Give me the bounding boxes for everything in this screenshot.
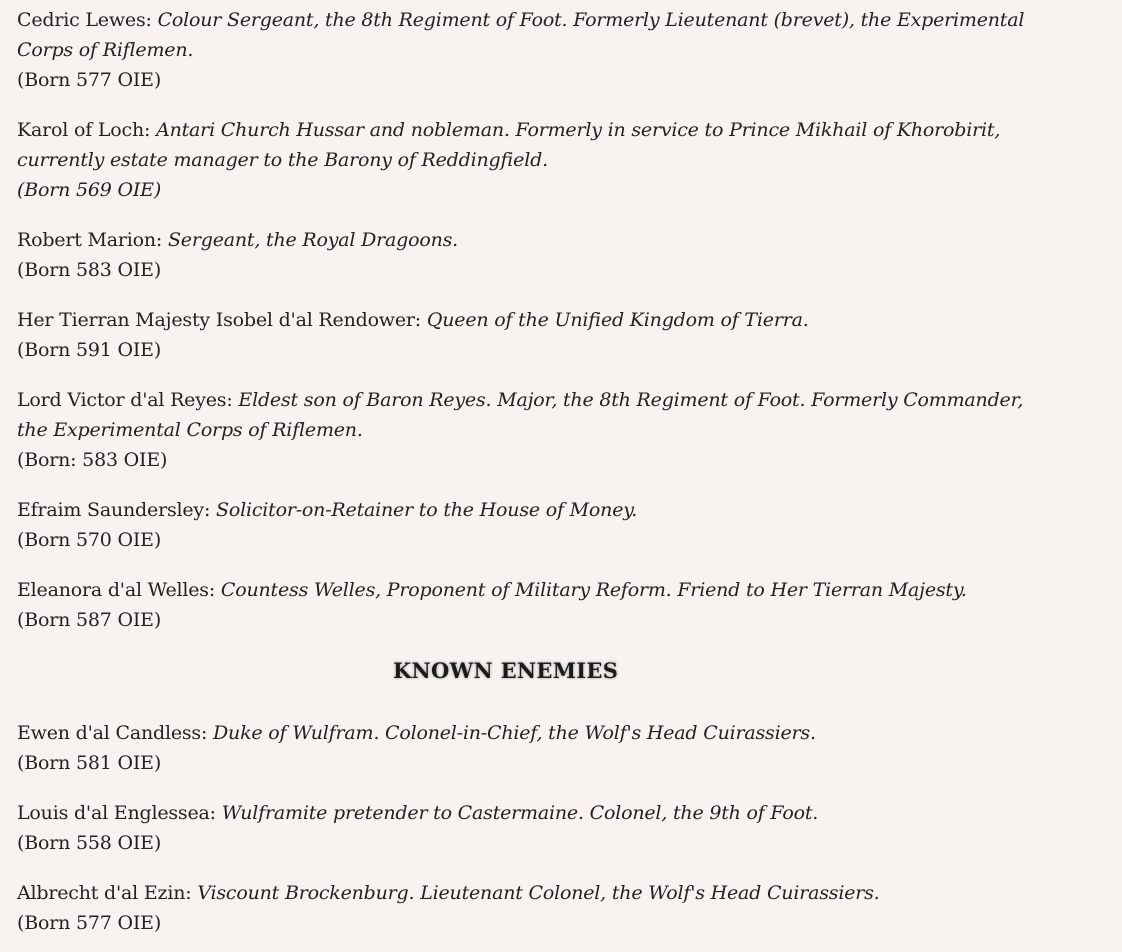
entry-born: (Born 581 OIE) (17, 752, 162, 774)
entry-name: Eleanora d'al Welles: (17, 579, 216, 601)
entry-line (17, 305, 1007, 335)
entry-born: (Born 591 OIE) (17, 339, 162, 361)
entry-line (17, 798, 1007, 828)
entry-name: Efraim Saundersley: (17, 499, 211, 521)
entry-born: (Born 569 OIE) (17, 179, 162, 201)
entry-line (17, 495, 1007, 525)
entry-born: (Born 577 OIE) (17, 69, 162, 91)
entry-description: Eldest son of Baron Reyes. Major, the 8th Regiment of Foot. Formerly Commander, (238, 389, 1024, 411)
entry-line (17, 5, 1025, 35)
entry-born: (Born: 583 OIE) (17, 449, 168, 471)
entry-description: Antari Church Hussar and nobleman. Formerly in service to Prince Mikhail of Khorobirit, (156, 119, 1001, 141)
entry-line (17, 575, 1007, 605)
enemy-entry-ewen-candless (17, 718, 1007, 778)
entry-karol-of-loch (17, 115, 1007, 205)
entry-name: Karol of Loch: (17, 119, 151, 141)
entry-born: (Born 583 OIE) (17, 259, 162, 281)
entry-description: Countess Welles, Proponent of Military Reform. Friend to Her Tierran Majesty. (220, 579, 967, 601)
entry-description: Wulframite pretender to Castermaine. Colonel, the 9th of Foot. (221, 802, 819, 824)
entry-born: (Born 570 OIE) (17, 529, 162, 551)
entry-victor-reyes (17, 385, 1024, 475)
entry-name: Louis d'al Englessea: (17, 802, 216, 824)
entry-description: Solicitor-on-Retainer to the House of Money. (216, 499, 638, 521)
entry-line (17, 225, 1007, 255)
known-enemies-heading: KNOWN ENEMIES (393, 658, 619, 683)
entry-name: Robert Marion: (17, 229, 163, 251)
entry-isobel-rendower (17, 305, 1007, 365)
entry-description: Queen of the Unified Kingdom of Tierra. (426, 309, 809, 331)
entry-born: (Born 577 OIE) (17, 912, 162, 934)
entry-line (17, 385, 1024, 415)
entry-description-continuation: the Experimental Corps of Riflemen. (17, 419, 363, 441)
entry-robert-marion (17, 225, 1007, 285)
entry-name: Ewen d'al Candless: (17, 722, 208, 744)
entry-born: (Born 558 OIE) (17, 832, 162, 854)
entry-line (17, 115, 1007, 145)
entry-description-continuation: Corps of Riflemen. (17, 39, 194, 61)
entry-name: Her Tierran Majesty Isobel d'al Rendower: (17, 309, 422, 331)
enemy-entry-louis-englessea (17, 798, 1007, 858)
entry-line (17, 878, 1007, 908)
entry-description: Colour Sergeant, the 8th Regiment of Foot. Formerly Lieutenant (brevet), the Experimental (157, 9, 1025, 31)
entry-description-continuation: currently estate manager to the Barony of Reddingfield. (17, 149, 548, 171)
entry-cedric-lewes (17, 5, 1025, 95)
entry-line (17, 718, 1007, 748)
entry-name: Cedric Lewes: (17, 9, 152, 31)
enemy-entry-albrecht-ezin (17, 878, 1007, 938)
entry-description: Duke of Wulfram. Colonel-in-Chief, the Wolf's Head Cuirassiers. (213, 722, 816, 744)
entry-description: Sergeant, the Royal Dragoons. (167, 229, 459, 251)
entry-name: Albrecht d'al Ezin: (17, 882, 192, 904)
entry-born: (Born 587 OIE) (17, 609, 162, 631)
entry-efraim-saundersley (17, 495, 1007, 555)
entry-name: Lord Victor d'al Reyes: (17, 389, 233, 411)
entry-eleanora-welles (17, 575, 1007, 635)
entry-description: Viscount Brockenburg. Lieutenant Colonel, the Wolf's Head Cuirassiers. (197, 882, 880, 904)
